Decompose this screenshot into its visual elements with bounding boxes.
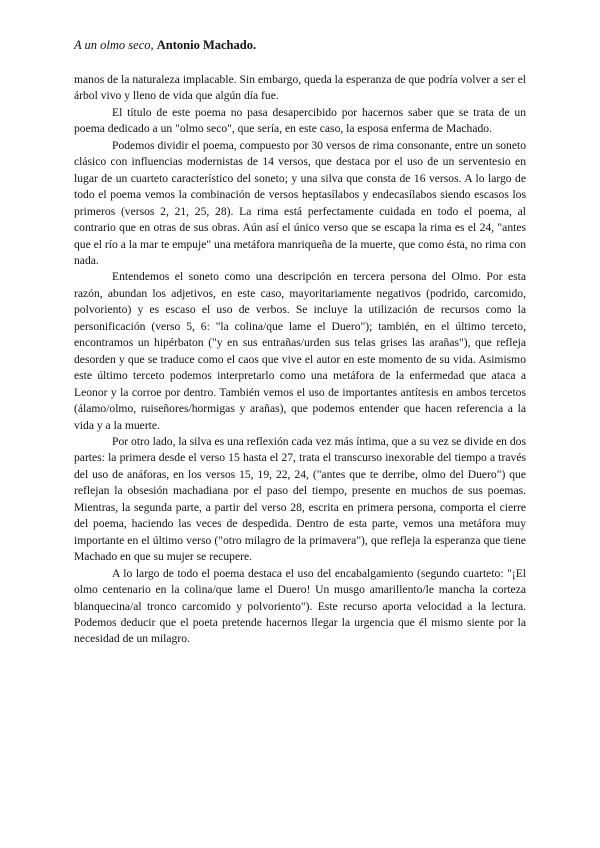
header-title: A un olmo seco, <box>74 38 154 52</box>
paragraph-continuation: manos de la naturaleza implacable. Sin embargo, queda la esperanza de que podría volver a ser el árbol vivo y lleno de vida que algún día fue. <box>74 73 526 103</box>
header-author: Antonio Machado. <box>156 38 257 52</box>
document-body <box>74 72 526 648</box>
running-header <box>74 37 256 53</box>
paragraph-structure: Podemos dividir el poema, compuesto por 30 versos de rima consonante, entre un soneto clásico con influencias modernistas de 14 versos, que destaca por el uso de un serventesio en lugar de un cuarteto característico del soneto; y una silva que consta de 16 versos. A lo largo de todo el poema vemos la combinación de versos heptasílabos y endecasílabos siendo escasos los primeros (versos 2, 21, 25, 28). La rima está perfectamente cuidada en todo el poema, al contrario que en otras de sus obras. Aún así el único verso que se escapa la rima es el 24, "antes que el río a la mar te empuje" una metáfora manriqueña de la muerte, que como ésta, no rima con nada. <box>74 138 526 267</box>
paragraph-silva: Por otro lado, la silva es una reflexión cada vez más íntima, que a su vez se divide en dos partes: la primera desde el verso 15 hasta el 27, trata el transcurso inexorable del tiempo a través del uso de anáforas, en los versos 15, 19, 22, 24, ("antes que te derribe, olmo del Duero") que reflejan la obsesión machadiana por el paso del tiempo, presente en muchos de sus poemas. Mientras, la segunda parte, a partir del verso 28, escrita en primera persona, comporta el cierre del poema, haciendo las veces de despedida. Dentro de esta parte, vemos una metáfora muy importante en el último verso ("otro milagro de la primavera"), que refleja la esperanza que tiene Machado en que su mujer se recupere. <box>74 434 526 564</box>
paragraph-title-analysis: El título de este poema no pasa desapercibido por hacernos saber que se trata de un poema dedicado a un "olmo seco", que sería, en este caso, la esposa enferma de Machado. <box>74 105 526 136</box>
paragraph-enjambment: A lo largo de todo el poema destaca el uso del encabalgamiento (segundo cuarteto: "¡El olmo centenario en la colina/que lame el Duero! Un musgo amarillento/le mancha la corteza blanquecina/al tronco carcomido y polvoriento"). Este recurso aporta velocidad a la lectura. Podemos deducir que el poeta pretende hacernos llegar la urgencia que él mismo siente por la necesidad de un milagro. <box>74 566 526 646</box>
paragraph-sonnet: Entendemos el soneto como una descripción en tercera persona del Olmo. Por esta razón, abundan los adjetivos, en este caso, mayoritariamente negativos (podrido, carcomido, polvoriento) y es escaso el uso de verbos. Se incluye la utilización de recursos como la personificación (verso 5, 6: "la colina/que lame el Duero"); también, en el último terceto, encontramos un hipérbaton ("y en sus entrañas/urden sus telas grises las arañas"), que refleja desorden y que se traduce como el caos que vive el autor en este momento de su vida. Asimismo este último terceto podemos interpretarlo como una metáfora de la enfermedad que ataca a Leonor y la corroe por dentro. También vemos el uso de importantes antítesis en ambos tercetos (álamo/olmo, ruiseñores/hormigas y arañas), que podemos entender que hacen referencia a la vida y a la muerte. <box>74 270 526 432</box>
